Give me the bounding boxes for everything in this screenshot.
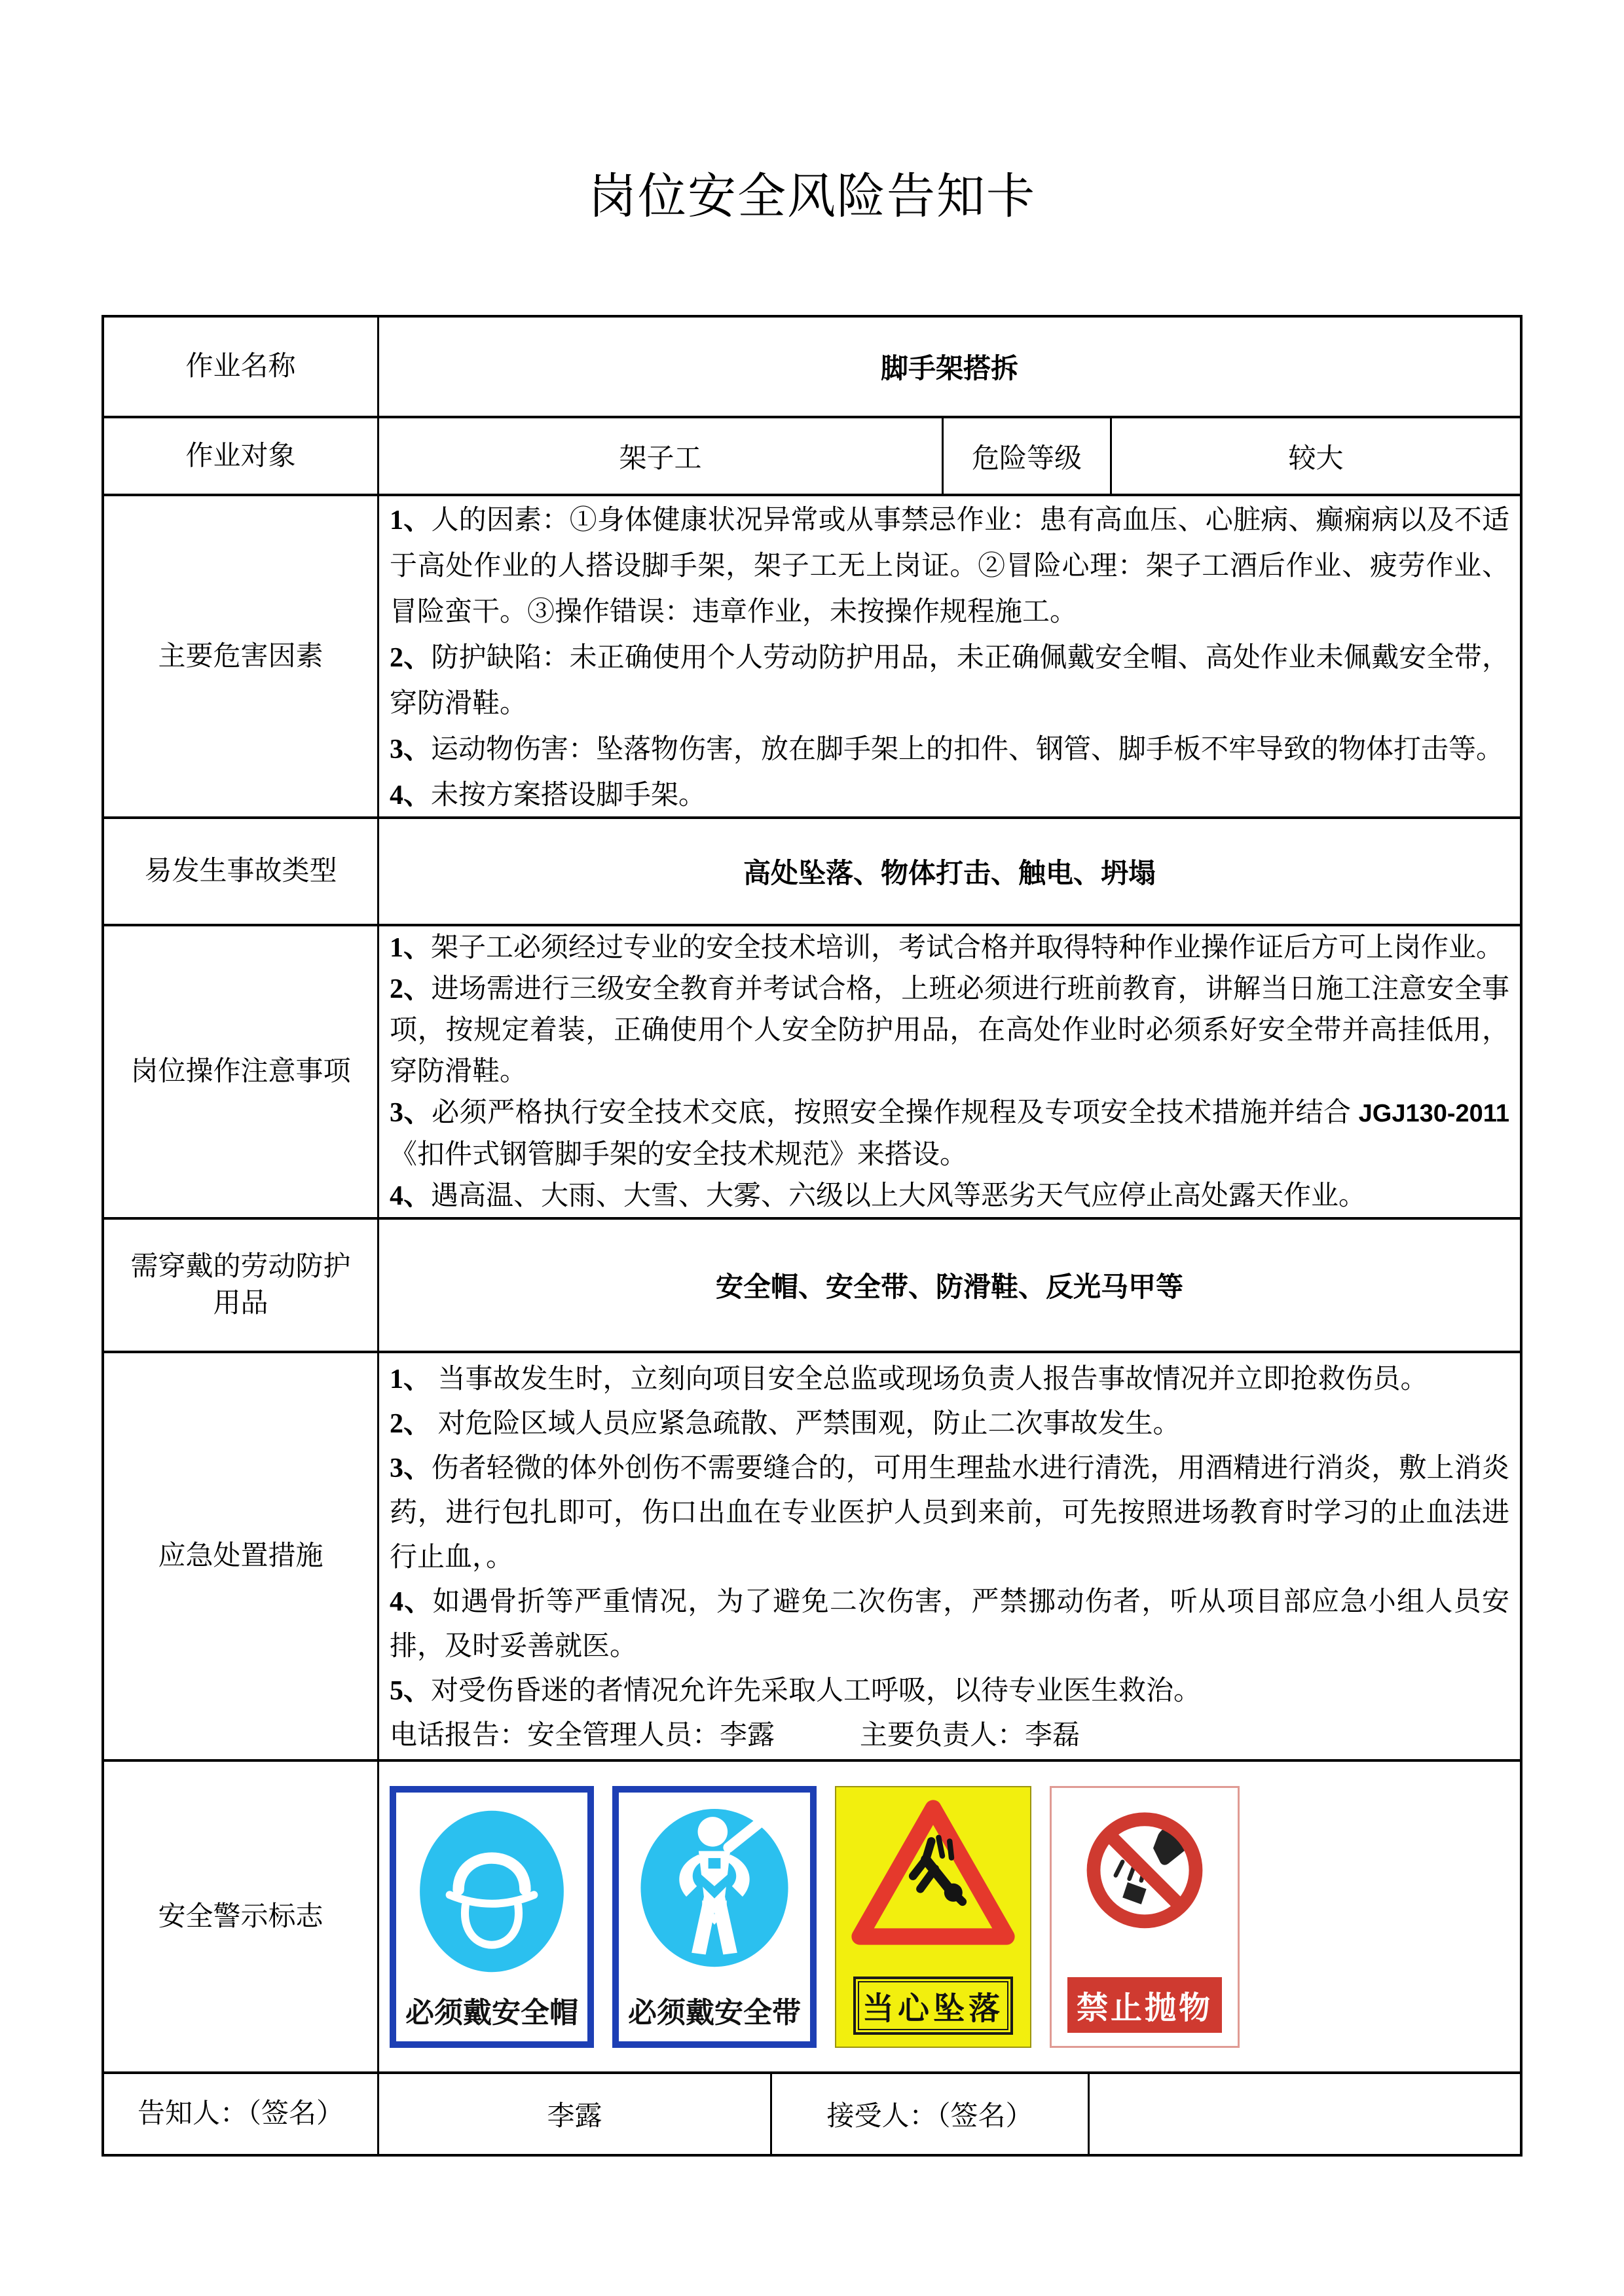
- accident-types-value: 高处坠落、物体打击、触电、坍塌: [743, 859, 1156, 889]
- emergency-content: [379, 1353, 1520, 1759]
- sign-warning-falling: [835, 1786, 1031, 2048]
- safety-signs-label: 安全警示标志: [104, 1762, 379, 2071]
- emergency-item: 3、伤者轻微的体外创伤不需要缝合的，可用生理盐水进行清洗，用酒精进行消炎，敷上消炎药，进行包扎即可，伤口出血在专业医护人员到来前，可先按照进场教育时学习的止血法进行止血，。: [390, 1453, 1509, 1573]
- receiver-signature: [1090, 2074, 1520, 2154]
- precaution-item: 3、必须严格执行安全技术交底，按照安全操作规程及专项安全技术措施并结合 JGJ130-2011《扣件式钢管脚手架的安全技术规范》来搭设。: [390, 1098, 1509, 1170]
- precaution-item: 2、进场需进行三级安全教育并考试合格，上班必须进行班前教育，讲解当日施工注意安全事项，按规定着装，正确使用个人安全防护用品，在高处作业时必须系好安全带并高挂低用，穿防滑鞋。: [390, 974, 1509, 1087]
- row-job-object: [104, 418, 1520, 496]
- sign-mandatory-wear-helmet: [390, 1786, 594, 2048]
- risk-card-table: [101, 315, 1522, 2157]
- row-job-name: [104, 318, 1520, 418]
- emergency-item: 2、 对危险区域人员应紧急疏散、严禁围观，防止二次事故发生。: [390, 1409, 1181, 1439]
- job-object-value: 架子工: [379, 418, 944, 494]
- informer-signature: 李露: [379, 2074, 772, 2154]
- hazard-item: 4、未按方案搭设脚手架。: [390, 780, 707, 811]
- row-ppe: [104, 1220, 1520, 1353]
- emergency-item: 5、对受伤昏迷的者情况允许先采取人工呼吸，以待专业医生救治。: [390, 1676, 1202, 1706]
- hazards-label: 主要危害因素: [104, 496, 379, 816]
- standard-code: JGJ130-2011: [1358, 1100, 1509, 1127]
- receiver-label: 接受人：（签名）: [772, 2074, 1090, 2154]
- row-signatures: [104, 2074, 1520, 2154]
- job-name-value: 脚手架搭拆: [880, 354, 1018, 384]
- ppe-label: 需穿戴的劳动防护用品: [104, 1220, 379, 1351]
- accident-types-label: 易发生事故类型: [104, 819, 379, 924]
- phone-report-line: 电话报告：安全管理人员：李露 主要负责人：李磊: [390, 1721, 1080, 1751]
- harness-icon: [619, 1793, 810, 1990]
- emergency-item: 1、 当事故发生时，立刻向项目安全总监或现场负责人报告事故情况并立即抢救伤员。: [390, 1364, 1428, 1394]
- falling-warning-icon: [836, 1787, 1030, 1977]
- row-hazards: [104, 496, 1520, 819]
- sign-caption: 禁止抛物: [1067, 1977, 1222, 2033]
- emergency-label: 应急处置措施: [104, 1353, 379, 1759]
- safety-signs-content: [379, 1762, 1520, 2071]
- risk-level-value: 较大: [1288, 443, 1344, 474]
- precaution-item: 1、架子工必须经过专业的安全技术培训，考试合格并取得特种作业操作证后方可上岗作业。: [390, 933, 1504, 963]
- sign-no-throwing: [1050, 1786, 1240, 2048]
- precautions-content: [379, 926, 1520, 1217]
- risk-level-label: 危险等级: [944, 418, 1112, 494]
- sign-caption: 当心坠落: [853, 1977, 1013, 2035]
- row-emergency: [104, 1353, 1520, 1762]
- job-name-label: 作业名称: [104, 318, 379, 416]
- ppe-value: 安全帽、安全带、防滑鞋、反光马甲等: [715, 1273, 1183, 1303]
- precautions-label: 岗位操作注意事项: [104, 926, 379, 1217]
- hazard-item: 3、运动物伤害：坠落物伤害，放在脚手架上的扣件、钢管、脚手板不牢导致的物体打击等。: [390, 735, 1504, 765]
- no-throwing-icon: [1052, 1788, 1238, 1977]
- sign-caption: 必须戴安全帽: [405, 1996, 578, 2029]
- helmet-icon: [396, 1793, 587, 1990]
- row-accident-types: [104, 819, 1520, 926]
- hazards-content: [379, 496, 1520, 816]
- sign-mandatory-wear-harness: [612, 1786, 817, 2048]
- row-precautions: [104, 926, 1520, 1220]
- hazard-item: 2、防护缺陷：未正确使用个人劳动防护用品，未正确佩戴安全帽、高处作业未佩戴安全带，穿防滑鞋。: [390, 643, 1509, 719]
- page-title: 岗位安全风险告知卡: [588, 170, 1036, 224]
- row-safety-signs: [104, 1762, 1520, 2074]
- hazard-item: 1、人的因素：①身体健康状况异常或从事禁忌作业：患有高血压、心脏病、癫痫病以及不适于高处作业的人搭设脚手架，架子工无上岗证。②冒险心理：架子工酒后作业、疲劳作业、冒险蛮干。③操作错误：违章作业，未按操作规程施工。: [390, 505, 1509, 627]
- informer-label: 告知人：（签名）: [104, 2074, 379, 2154]
- emergency-item: 4、如遇骨折等严重情况，为了避免二次伤害，严禁挪动伤者，听从项目部应急小组人员安排，及时妥善就医。: [390, 1587, 1509, 1662]
- precaution-item: 4、遇高温、大雨、大雪、大雾、六级以上大风等恶劣天气应停止高处露天作业。: [390, 1181, 1367, 1211]
- sign-caption: 必须戴安全带: [628, 1996, 801, 2029]
- job-object-label: 作业对象: [104, 418, 379, 494]
